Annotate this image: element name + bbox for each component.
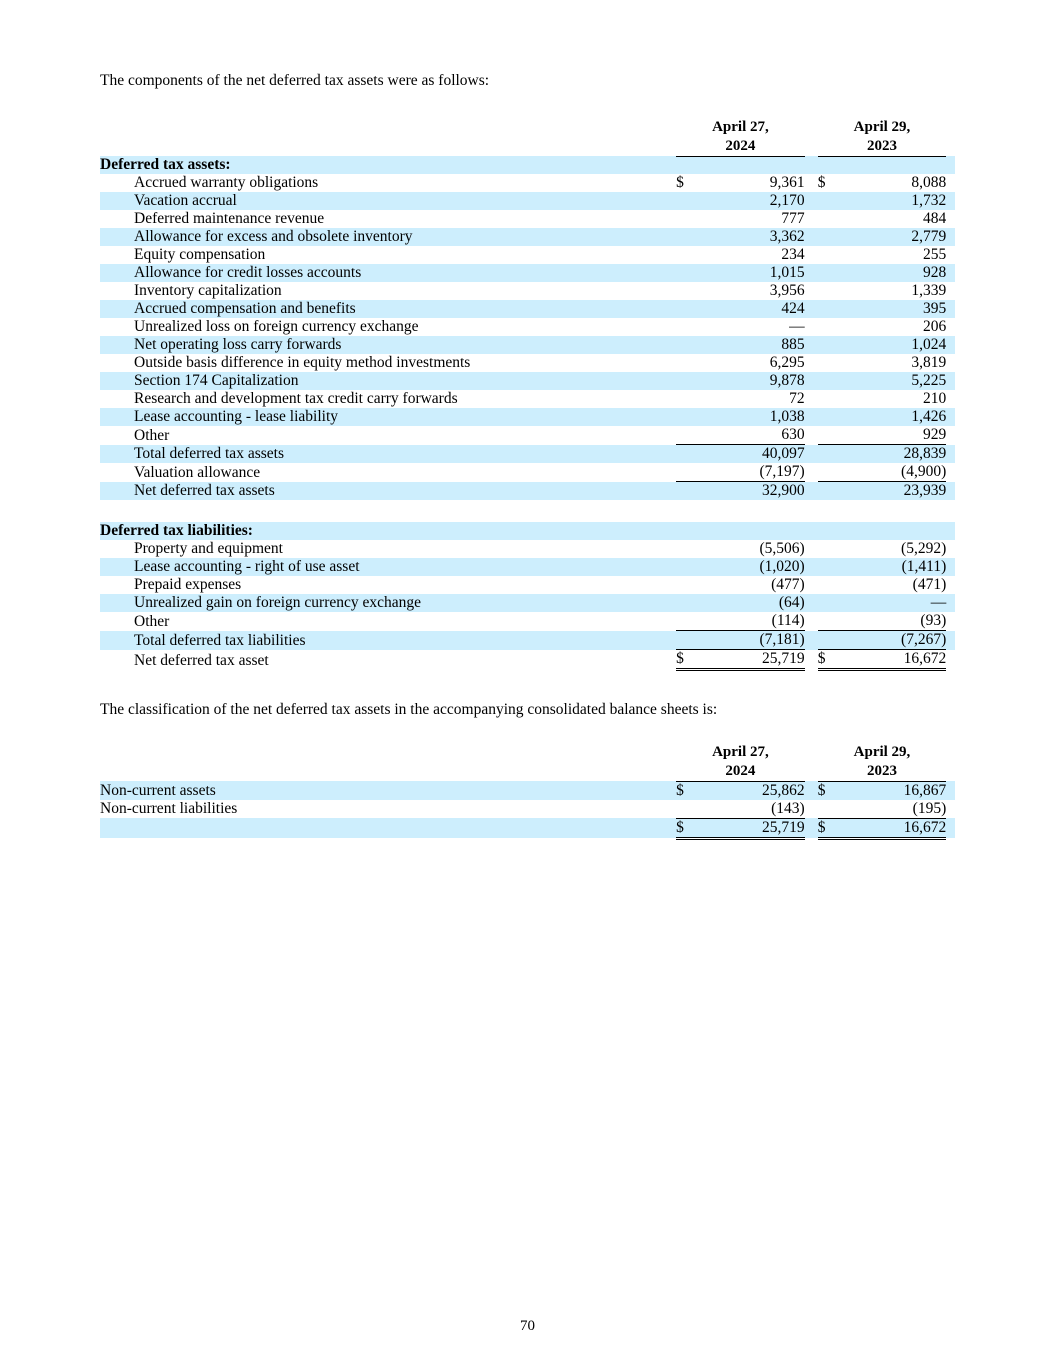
cell-pad — [946, 192, 955, 210]
row-symbol-2 — [818, 445, 848, 464]
row-value-2: 1,024 — [848, 336, 946, 354]
header-line1: April 29, — [853, 744, 911, 761]
cell-gap — [805, 540, 818, 558]
row-value-1: — — [707, 318, 805, 336]
cell-gap — [805, 612, 818, 631]
cell-sym — [676, 156, 706, 174]
cell-pad — [946, 522, 955, 540]
cell-pad — [946, 156, 955, 174]
row-value-2: 5,225 — [848, 372, 946, 390]
row-label: Unrealized loss on foreign currency exchange — [100, 318, 676, 336]
row-value-1: 9,878 — [707, 372, 805, 390]
row-symbol-1 — [676, 408, 706, 426]
cell-num — [707, 522, 805, 540]
section-title-deferred-tax-assets: Deferred tax assets: — [100, 156, 676, 174]
header-gap — [805, 743, 818, 781]
row-symbol-1 — [676, 463, 706, 482]
table-row — [100, 282, 955, 300]
cell-pad — [946, 174, 955, 192]
row-value-1: 777 — [707, 210, 805, 228]
row-symbol-1 — [676, 558, 706, 576]
cell-sym — [818, 156, 848, 174]
header-line2: 2023 — [866, 138, 897, 155]
cell-pad — [946, 818, 955, 838]
cell-gap — [805, 818, 818, 838]
row-value-1: 32,900 — [707, 482, 805, 501]
header-pad — [946, 118, 955, 156]
cell-gap — [805, 631, 818, 650]
cell-pad — [946, 390, 955, 408]
table-row — [100, 781, 955, 800]
row-label: Net deferred tax assets — [100, 482, 676, 501]
row-value-1: 6,295 — [707, 354, 805, 372]
row-symbol-2 — [818, 318, 848, 336]
row-symbol-1 — [676, 631, 706, 650]
row-label: Valuation allowance — [100, 463, 676, 482]
cell-pad — [946, 354, 955, 372]
row-value-2: 16,672 — [848, 818, 946, 838]
cell-pad — [946, 246, 955, 264]
row-label: Other — [100, 426, 676, 445]
row-symbol-1 — [676, 594, 706, 612]
table-row — [100, 558, 955, 576]
row-symbol-1 — [676, 372, 706, 390]
cell-num — [707, 156, 805, 174]
row-symbol-2: $ — [818, 818, 848, 838]
header-gap — [805, 118, 818, 156]
spacer-row — [100, 500, 955, 522]
cell-gap — [805, 576, 818, 594]
row-value-1: 9,361 — [707, 174, 805, 192]
table-row — [100, 612, 955, 631]
row-value-2: 16,867 — [848, 781, 946, 800]
intro-paragraph: The components of the net deferred tax assets were as follows: — [100, 72, 490, 89]
row-symbol-1 — [676, 612, 706, 631]
cell-gap — [805, 192, 818, 210]
row-symbol-1 — [676, 300, 706, 318]
row-symbol-1 — [676, 318, 706, 336]
row-value-2: 8,088 — [848, 174, 946, 192]
row-label: Deferred maintenance revenue — [100, 210, 676, 228]
row-value-2: 1,732 — [848, 192, 946, 210]
row-value-1: 3,362 — [707, 228, 805, 246]
row-symbol-1 — [676, 354, 706, 372]
row-label: Total deferred tax liabilities — [100, 631, 676, 650]
row-symbol-1: $ — [676, 818, 706, 838]
table-row-total — [100, 482, 955, 501]
row-symbol-1 — [676, 246, 706, 264]
header-blank — [100, 118, 676, 156]
cell-pad — [946, 463, 955, 482]
row-value-2: 28,839 — [848, 445, 946, 464]
table-row — [100, 372, 955, 390]
row-symbol-2 — [818, 594, 848, 612]
table-row — [100, 354, 955, 372]
row-symbol-2: $ — [818, 174, 848, 192]
row-symbol-2 — [818, 192, 848, 210]
row-label: Property and equipment — [100, 540, 676, 558]
cell-pad — [946, 210, 955, 228]
row-value-2: 1,339 — [848, 282, 946, 300]
row-value-2: 484 — [848, 210, 946, 228]
cell-pad — [946, 228, 955, 246]
table-row — [100, 246, 955, 264]
table-row — [100, 228, 955, 246]
cell-gap — [805, 445, 818, 464]
row-value-2: (1,411) — [848, 558, 946, 576]
cell-pad — [946, 800, 955, 819]
cell-gap — [805, 800, 818, 819]
cell-gap — [805, 354, 818, 372]
row-value-2: 210 — [848, 390, 946, 408]
row-value-1: (143) — [707, 800, 805, 819]
row-label: Research and development tax credit carry forwards — [100, 390, 676, 408]
header-col-april-29-2023 — [818, 743, 947, 781]
row-value-1: 3,956 — [707, 282, 805, 300]
table-row — [100, 576, 955, 594]
row-label: Non-current assets — [100, 781, 676, 800]
row-value-2: 928 — [848, 264, 946, 282]
cell-gap — [805, 522, 818, 540]
row-symbol-1 — [676, 576, 706, 594]
row-value-1: 25,862 — [707, 781, 805, 800]
table-row — [100, 192, 955, 210]
table-row — [100, 390, 955, 408]
cell-gap — [805, 210, 818, 228]
header-line1: April 29, — [853, 119, 911, 136]
table-row — [100, 800, 955, 819]
cell-pad — [946, 631, 955, 650]
row-symbol-2 — [818, 264, 848, 282]
header-line1: April 27, — [712, 119, 769, 136]
row-symbol-2: $ — [818, 650, 848, 670]
row-value-2: (5,292) — [848, 540, 946, 558]
row-value-2: 255 — [848, 246, 946, 264]
row-symbol-1 — [676, 336, 706, 354]
row-value-2: (7,267) — [848, 631, 946, 650]
page-number: 70 — [520, 1318, 535, 1334]
row-symbol-2 — [818, 576, 848, 594]
header-blank — [100, 743, 676, 781]
row-value-2: 206 — [848, 318, 946, 336]
row-symbol-2 — [818, 390, 848, 408]
row-value-1: (477) — [707, 576, 805, 594]
row-symbol-2 — [818, 482, 848, 501]
row-value-2: 929 — [848, 426, 946, 445]
row-label: Unrealized gain on foreign currency exchange — [100, 594, 676, 612]
cell-gap — [805, 408, 818, 426]
table-row — [100, 174, 955, 192]
row-value-1: 40,097 — [707, 445, 805, 464]
row-symbol-2 — [818, 631, 848, 650]
row-symbol-2 — [818, 282, 848, 300]
cell-gap — [805, 336, 818, 354]
header-col-april-27-2024 — [676, 118, 805, 156]
row-symbol-2 — [818, 540, 848, 558]
table-row — [100, 594, 955, 612]
cell-pad — [946, 576, 955, 594]
row-symbol-1 — [676, 282, 706, 300]
row-symbol-2 — [818, 408, 848, 426]
row-label: Total deferred tax assets — [100, 445, 676, 464]
row-value-1: 234 — [707, 246, 805, 264]
row-value-2: 395 — [848, 300, 946, 318]
table-row-grand-total — [100, 650, 955, 670]
section-title-row — [100, 156, 955, 174]
row-label: Inventory capitalization — [100, 282, 676, 300]
row-label: Non-current liabilities — [100, 800, 676, 819]
row-value-1: 25,719 — [707, 650, 805, 670]
row-label: Allowance for credit losses accounts — [100, 264, 676, 282]
row-value-2: (93) — [848, 612, 946, 631]
cell-gap — [805, 781, 818, 800]
row-symbol-1: $ — [676, 174, 706, 192]
table-row — [100, 408, 955, 426]
row-value-1: (64) — [707, 594, 805, 612]
cell-gap — [805, 156, 818, 174]
row-value-2: 2,779 — [848, 228, 946, 246]
row-value-2: 23,939 — [848, 482, 946, 501]
table-row — [100, 300, 955, 318]
table-header-row — [100, 118, 955, 156]
row-label: Accrued warranty obligations — [100, 174, 676, 192]
section-title-row — [100, 522, 955, 540]
table-row — [100, 336, 955, 354]
cell-pad — [946, 372, 955, 390]
row-value-2: 1,426 — [848, 408, 946, 426]
cell-gap — [805, 174, 818, 192]
row-symbol-1 — [676, 445, 706, 464]
cell-gap — [805, 650, 818, 670]
row-symbol-2 — [818, 300, 848, 318]
table-row — [100, 463, 955, 482]
row-symbol-2 — [818, 228, 848, 246]
cell-gap — [805, 318, 818, 336]
row-symbol-1 — [676, 540, 706, 558]
row-value-1: (1,020) — [707, 558, 805, 576]
header-col-april-27-2024 — [676, 743, 805, 781]
row-value-2: — — [848, 594, 946, 612]
row-label — [100, 818, 676, 838]
cell-gap — [805, 264, 818, 282]
row-value-2: (471) — [848, 576, 946, 594]
cell-sym — [676, 522, 706, 540]
table-row — [100, 210, 955, 228]
cell-pad — [946, 650, 955, 670]
row-label: Lease accounting - right of use asset — [100, 558, 676, 576]
header-col-april-29-2023 — [818, 118, 947, 156]
cell-gap — [805, 372, 818, 390]
row-symbol-2 — [818, 246, 848, 264]
cell-pad — [946, 594, 955, 612]
cell-pad — [946, 318, 955, 336]
row-symbol-2: $ — [818, 781, 848, 800]
cell-pad — [946, 408, 955, 426]
cell-pad — [946, 264, 955, 282]
cell-gap — [805, 558, 818, 576]
row-value-1: 25,719 — [707, 818, 805, 838]
row-symbol-2 — [818, 354, 848, 372]
row-value-1: 885 — [707, 336, 805, 354]
row-label: Prepaid expenses — [100, 576, 676, 594]
table-row — [100, 426, 955, 445]
cell-gap — [805, 426, 818, 445]
row-value-2: (195) — [848, 800, 946, 819]
row-label: Outside basis difference in equity method investments — [100, 354, 676, 372]
row-symbol-1 — [676, 210, 706, 228]
table-row-total — [100, 445, 955, 464]
row-value-1: 630 — [707, 426, 805, 445]
table-row-grand-total — [100, 818, 955, 838]
section-title-deferred-tax-liabilities: Deferred tax liabilities: — [100, 522, 676, 540]
cell-pad — [946, 482, 955, 501]
row-symbol-1 — [676, 390, 706, 408]
mid-paragraph: The classification of the net deferred tax assets in the accompanying consolidated balance sheets is: — [100, 701, 718, 719]
cell-gap — [805, 482, 818, 501]
row-symbol-2 — [818, 800, 848, 819]
deferred-tax-assets-table — [100, 118, 955, 671]
table-row — [100, 540, 955, 558]
row-symbol-2 — [818, 372, 848, 390]
row-label: Section 174 Capitalization — [100, 372, 676, 390]
row-value-1: 72 — [707, 390, 805, 408]
header-line2: 2024 — [725, 138, 756, 155]
row-label: Lease accounting - lease liability — [100, 408, 676, 426]
row-value-1: 2,170 — [707, 192, 805, 210]
cell-pad — [946, 282, 955, 300]
row-symbol-2 — [818, 426, 848, 445]
cell-gap — [805, 463, 818, 482]
table-row — [100, 318, 955, 336]
cell-gap — [805, 594, 818, 612]
header-line2: 2023 — [866, 763, 897, 780]
cell-num — [848, 522, 946, 540]
row-symbol-1 — [676, 264, 706, 282]
row-label: Other — [100, 612, 676, 631]
row-value-1: 424 — [707, 300, 805, 318]
row-label: Net operating loss carry forwards — [100, 336, 676, 354]
cell-gap — [805, 228, 818, 246]
cell-gap — [805, 390, 818, 408]
row-symbol-2 — [818, 210, 848, 228]
row-value-1: 1,015 — [707, 264, 805, 282]
cell-pad — [946, 540, 955, 558]
row-value-2: (4,900) — [848, 463, 946, 482]
row-value-2: 3,819 — [848, 354, 946, 372]
table-row-total — [100, 631, 955, 650]
table-header-row — [100, 743, 955, 781]
header-pad — [946, 743, 955, 781]
row-symbol-1 — [676, 192, 706, 210]
row-label: Equity compensation — [100, 246, 676, 264]
row-value-2: 16,672 — [848, 650, 946, 670]
cell-pad — [946, 336, 955, 354]
cell-gap — [805, 282, 818, 300]
cell-gap — [805, 300, 818, 318]
row-label: Net deferred tax asset — [100, 650, 676, 670]
header-line2: 2024 — [725, 763, 756, 780]
cell-pad — [946, 558, 955, 576]
row-symbol-1 — [676, 482, 706, 501]
table-row — [100, 264, 955, 282]
row-symbol-1 — [676, 228, 706, 246]
row-symbol-1: $ — [676, 781, 706, 800]
row-label: Vacation accrual — [100, 192, 676, 210]
cell-pad — [946, 426, 955, 445]
net-deferred-tax-classification-table — [100, 743, 955, 840]
row-label: Allowance for excess and obsolete inventory — [100, 228, 676, 246]
row-symbol-1: $ — [676, 650, 706, 670]
row-value-1: (7,181) — [707, 631, 805, 650]
row-value-1: (7,197) — [707, 463, 805, 482]
cell-pad — [946, 445, 955, 464]
row-symbol-2 — [818, 336, 848, 354]
cell-pad — [946, 300, 955, 318]
row-value-1: (5,506) — [707, 540, 805, 558]
row-symbol-2 — [818, 558, 848, 576]
cell-pad — [946, 612, 955, 631]
row-symbol-1 — [676, 426, 706, 445]
row-value-1: (114) — [707, 612, 805, 631]
cell-sym — [818, 522, 848, 540]
row-symbol-2 — [818, 612, 848, 631]
row-symbol-2 — [818, 463, 848, 482]
row-value-1: 1,038 — [707, 408, 805, 426]
row-label: Accrued compensation and benefits — [100, 300, 676, 318]
cell-gap — [805, 246, 818, 264]
spacer-cell — [100, 500, 955, 522]
row-symbol-1 — [676, 800, 706, 819]
cell-pad — [946, 781, 955, 800]
header-line1: April 27, — [712, 744, 769, 761]
cell-num — [848, 156, 946, 174]
